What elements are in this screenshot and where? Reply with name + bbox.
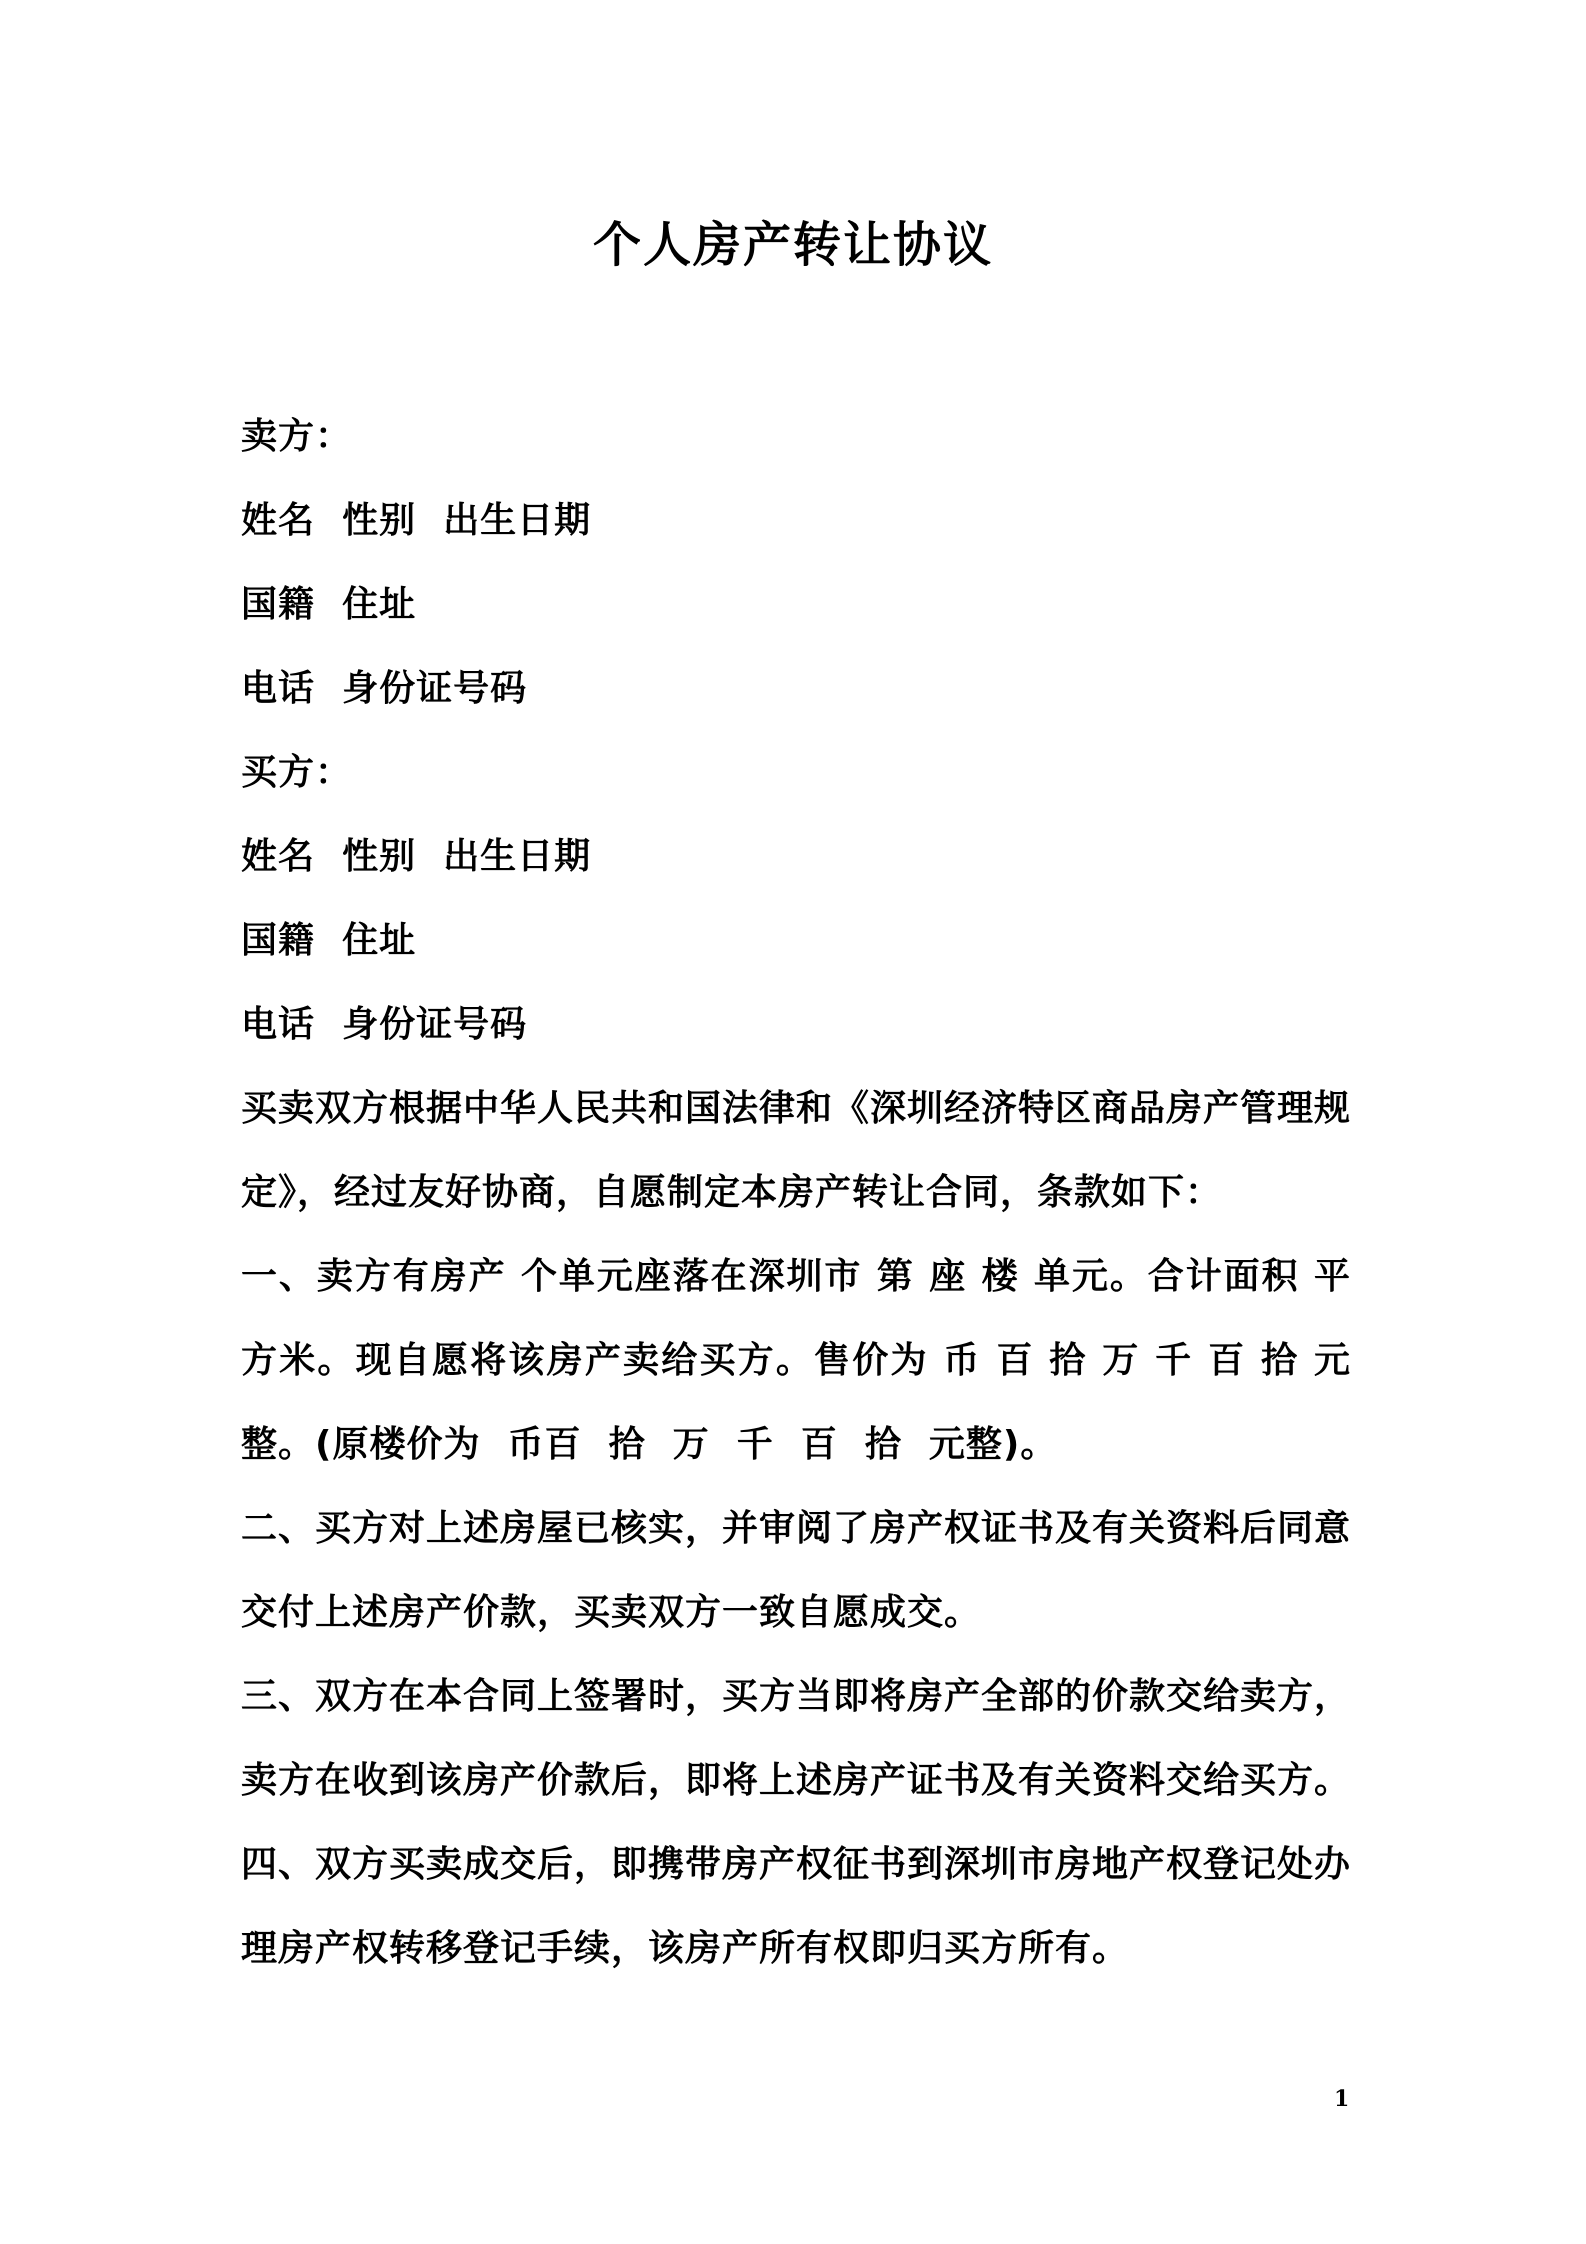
buyer-name-gender-birthdate: 姓名 性别 出生日期 [241, 836, 592, 877]
clause-4-line-1: 四、双方买卖成交后，即携带房产权征书到深圳市房地产权登记处办 [241, 1844, 1352, 1885]
buyer-heading: 买方： [241, 752, 353, 793]
page-number: 1 [1334, 2086, 1350, 2112]
clause-3-line-1: 三、双方在本合同上签署时，买方当即将房产全部的价款交给卖方， [241, 1676, 1352, 1717]
clause-1-line-1: 一、卖方有房产 个单元座落在深圳市 第 座 楼 单元。合计面积 平 [241, 1256, 1351, 1297]
seller-phone-id: 电话 身份证号码 [241, 668, 528, 709]
seller-nationality-address: 国籍 住址 [241, 584, 417, 625]
clause-3-line-2: 卖方在收到该房产价款后，即将上述房产证书及有关资料交给买方。 [241, 1760, 1352, 1801]
clause-2-line-2: 交付上述房产价款，买卖双方一致自愿成交。 [241, 1592, 982, 1633]
clause-1-line-3: 整。(原楼价为 币百 拾 万 千 百 拾 元整)。 [241, 1424, 1058, 1465]
clause-1-line-2: 方米。现自愿将该房产卖给买方。售价为 币 百 拾 万 千 百 拾 元 [241, 1340, 1351, 1381]
seller-name-gender-birthdate: 姓名 性别 出生日期 [241, 500, 592, 541]
seller-heading: 卖方： [241, 416, 353, 457]
buyer-nationality-address: 国籍 住址 [241, 920, 417, 961]
clause-2-line-1: 二、买方对上述房屋已核实，并审阅了房产权证书及有关资料后同意 [241, 1508, 1352, 1549]
page-title: 个人房产转让协议 [592, 217, 993, 273]
buyer-phone-id: 电话 身份证号码 [241, 1004, 528, 1045]
clause-4-line-2: 理房产权转移登记手续，该房产所有权即归买方所有。 [241, 1928, 1130, 1969]
preamble-line-1: 买卖双方根据中华人民共和国法律和《深圳经济特区商品房产管理规 [241, 1088, 1352, 1129]
preamble-line-2: 定》，经过友好协商，自愿制定本房产转让合同，条款如下： [241, 1172, 1223, 1213]
